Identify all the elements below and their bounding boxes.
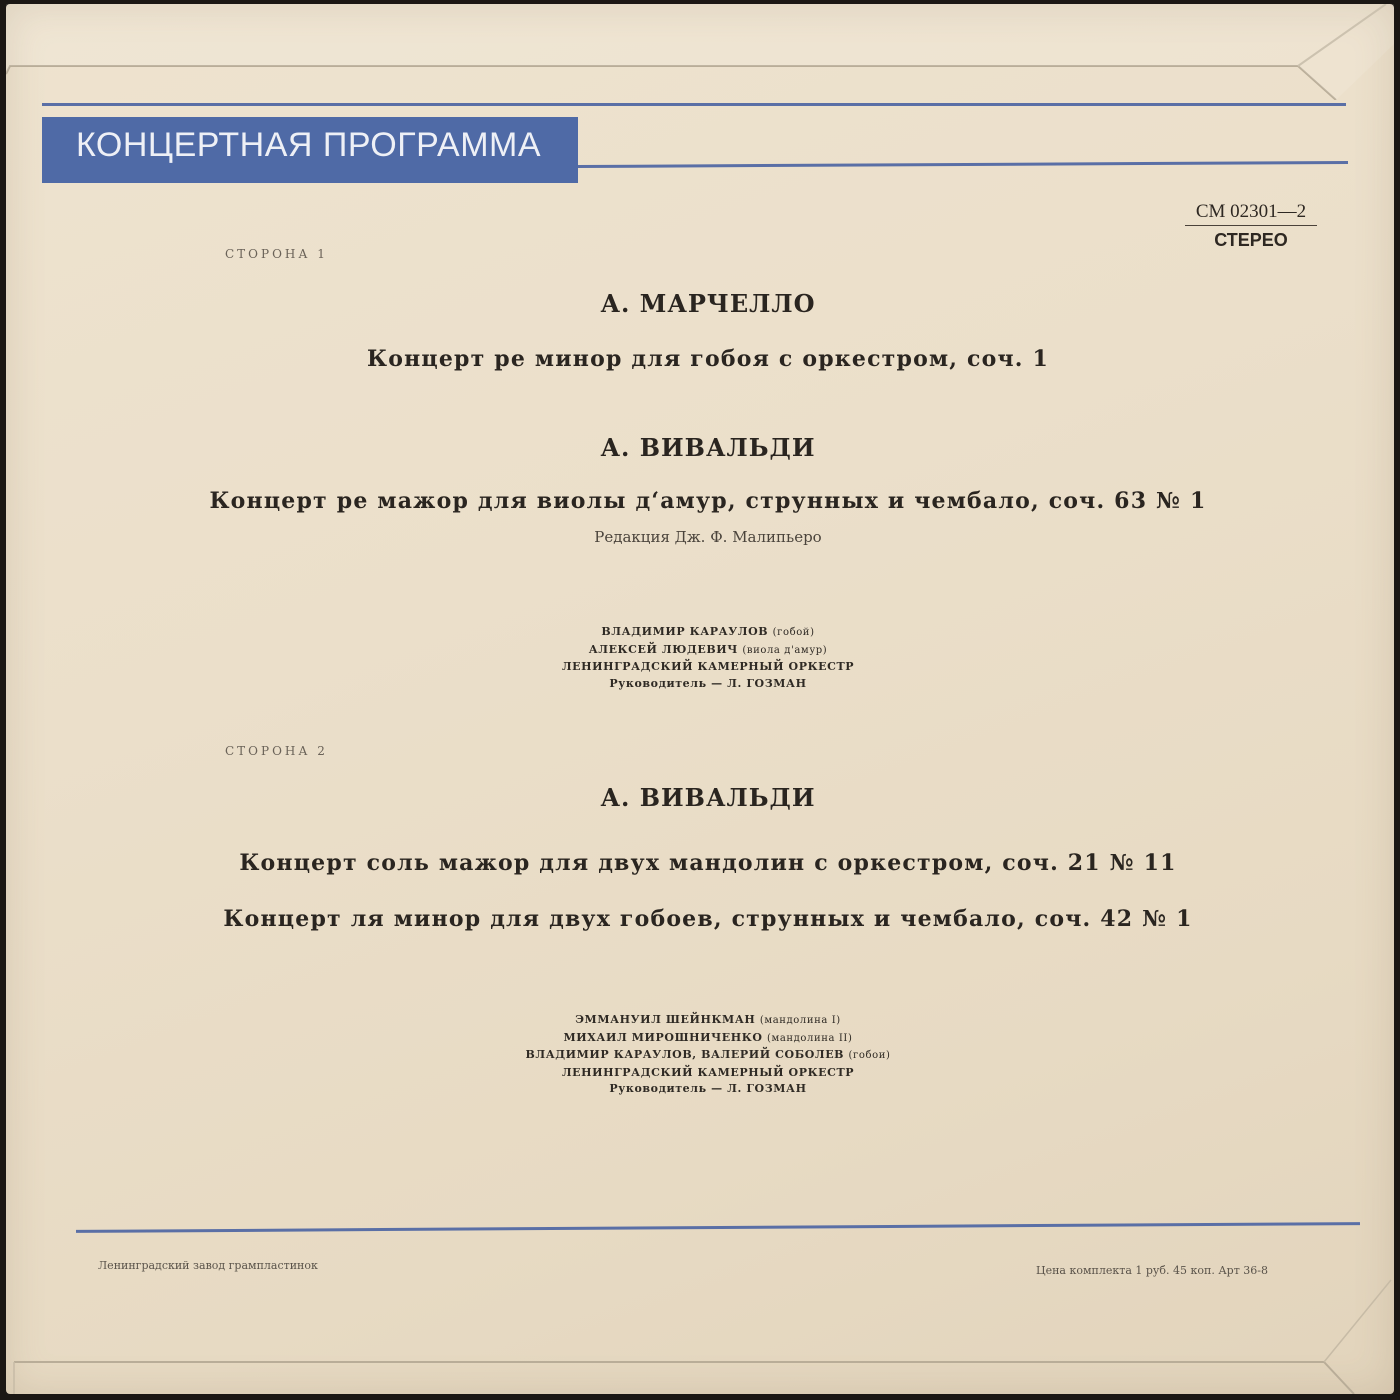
side-2-label: СТОРОНА 2 bbox=[225, 744, 328, 758]
side-1-work-vivaldi: Концерт ре мажор для виолы д‘амур, струнных и чембало, соч. 63 № 1 bbox=[209, 488, 1207, 514]
performer-line bbox=[0, 1047, 1400, 1065]
performer-role: (гобой) bbox=[772, 627, 815, 638]
performer-line bbox=[0, 1012, 1400, 1030]
performer-line bbox=[0, 1065, 1400, 1082]
price-note: Цена комплекта 1 руб. 45 коп. Арт 36-8 bbox=[1036, 1264, 1268, 1277]
performer-name: ВЛАДИМИР КАРАУЛОВ, ВАЛЕРИЙ СОБОЛЕВ bbox=[525, 1048, 845, 1061]
performer-name: Руководитель — Л. ГОЗМАН bbox=[609, 1082, 807, 1095]
performer-line bbox=[0, 676, 1400, 693]
series-title: КОНЦЕРТНАЯ ПРОГРАММА bbox=[76, 126, 542, 164]
performer-name: Руководитель — Л. ГОЗМАН bbox=[609, 676, 807, 690]
catalog-number: СМ 02301—2 bbox=[1185, 201, 1317, 226]
side-2-work-mandolins: Концерт соль мажор для двух мандолин с оркестром, соч. 21 № 11 bbox=[239, 850, 1177, 876]
performer-role: (мандолина I) bbox=[759, 1015, 841, 1026]
performer-name: МИХАИЛ МИРОШНИЧЕНКО bbox=[563, 1030, 763, 1044]
performer-role: (гобои) bbox=[848, 1050, 891, 1061]
side-1-performers bbox=[0, 624, 1400, 692]
side-2-composer-vivaldi: А. ВИВАЛЬДИ bbox=[600, 783, 816, 812]
performer-name: АЛЕКСЕЙ ЛЮДЕВИЧ bbox=[588, 642, 738, 656]
catalog-block bbox=[1185, 201, 1317, 251]
performer-name: ВЛАДИМИР КАРАУЛОВ bbox=[601, 625, 769, 638]
performer-line bbox=[0, 659, 1400, 676]
manufacturer-note: Ленинградский завод грампластинок bbox=[98, 1259, 318, 1272]
side-2-work-oboes: Концерт ля минор для двух гобоев, струнных и чембало, соч. 42 № 1 bbox=[223, 906, 1193, 932]
side-1-label: СТОРОНА 1 bbox=[225, 247, 328, 261]
bottom-flap-fold bbox=[6, 1270, 1394, 1394]
side-1-composer-vivaldi: А. ВИВАЛЬДИ bbox=[600, 433, 816, 462]
side-1-edition-note: Редакция Дж. Ф. Малипьеро bbox=[594, 528, 822, 546]
top-rule-upper bbox=[42, 103, 1346, 106]
side-1-work-marcello: Концерт ре минор для гобоя с оркестром, соч. 1 bbox=[366, 346, 1049, 372]
performer-name: ЛЕНИНГРАДСКИЙ КАМЕРНЫЙ ОРКЕСТР bbox=[561, 1065, 855, 1079]
performer-name: ЛЕНИНГРАДСКИЙ КАМЕРНЫЙ ОРКЕСТР bbox=[561, 660, 855, 673]
stereo-label: СТЕРЕО bbox=[1214, 230, 1288, 250]
performer-role: (виола д'амур) bbox=[742, 644, 828, 656]
performer-line bbox=[0, 1081, 1400, 1098]
side-1-composer-marcello: А. МАРЧЕЛЛО bbox=[600, 289, 816, 318]
performer-role: (мандолина II) bbox=[766, 1032, 853, 1044]
performer-line bbox=[0, 624, 1400, 642]
performer-line bbox=[0, 642, 1400, 660]
side-2-performers bbox=[0, 1012, 1400, 1098]
performer-line bbox=[0, 1030, 1400, 1048]
performer-name: ЭММАНУИЛ ШЕЙНКМАН bbox=[575, 1013, 756, 1026]
top-flap-fold bbox=[6, 4, 1394, 100]
